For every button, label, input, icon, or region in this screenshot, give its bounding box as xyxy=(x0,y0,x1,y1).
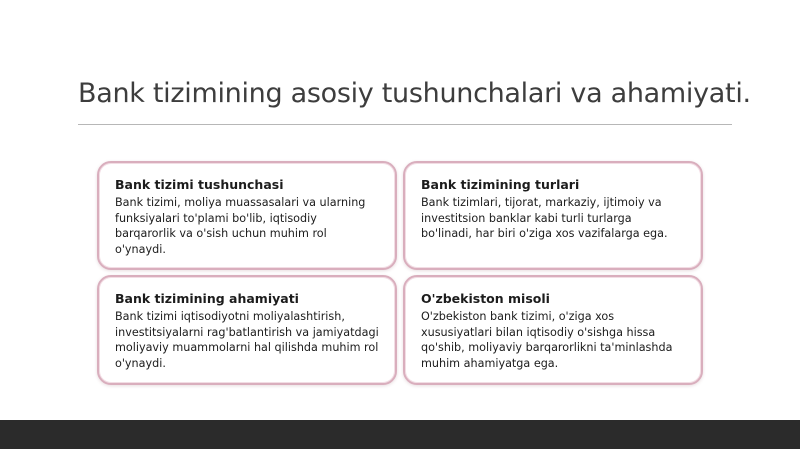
card-bank-importance xyxy=(97,275,397,385)
card-title: Bank tizimi tushunchasi xyxy=(115,177,284,192)
card-title: O'zbekiston misoli xyxy=(421,291,550,306)
card-text: O'zbekiston bank tizimi, o'ziga xos xususiyatlari bilan iqtisodiy o'sishga hissa qo'shib, moliyaviy barqarorlikni ta'minlashda muhim ahamiyatga ega. xyxy=(421,310,673,370)
card-title: Bank tizimining turlari xyxy=(421,177,580,192)
card-bank-types xyxy=(403,161,703,270)
card-uzbekistan-example xyxy=(403,275,703,385)
card-title: Bank tizimining ahamiyati xyxy=(115,291,299,306)
card-text: Bank tizimi, moliya muassasalari va ularning funksiyalari to'plami bo'lib, iqtisodiy barqarorlik va o'sish uchun muhim rol o'ynaydi. xyxy=(115,196,366,256)
card-text: Bank tizimi iqtisodiyotni moliyalashtirish, investitsiyalarni rag'batlantirish va jamiyatdagi moliyaviy muammolarni hal qilishda muhim rol o'ynaydi. xyxy=(115,310,379,370)
card-text: Bank tizimlari, tijorat, markaziy, ijtimoiy va investitsion banklar kabi turli turlarga bo'linadi, har biri o'ziga xos vazifalarga ega. xyxy=(421,196,668,240)
card-bank-concept xyxy=(97,161,397,270)
footer-bar xyxy=(0,420,800,449)
slide-title: Bank tizimining asosiy tushunchalari va ahamiyati. xyxy=(78,78,751,109)
title-divider xyxy=(78,124,732,125)
